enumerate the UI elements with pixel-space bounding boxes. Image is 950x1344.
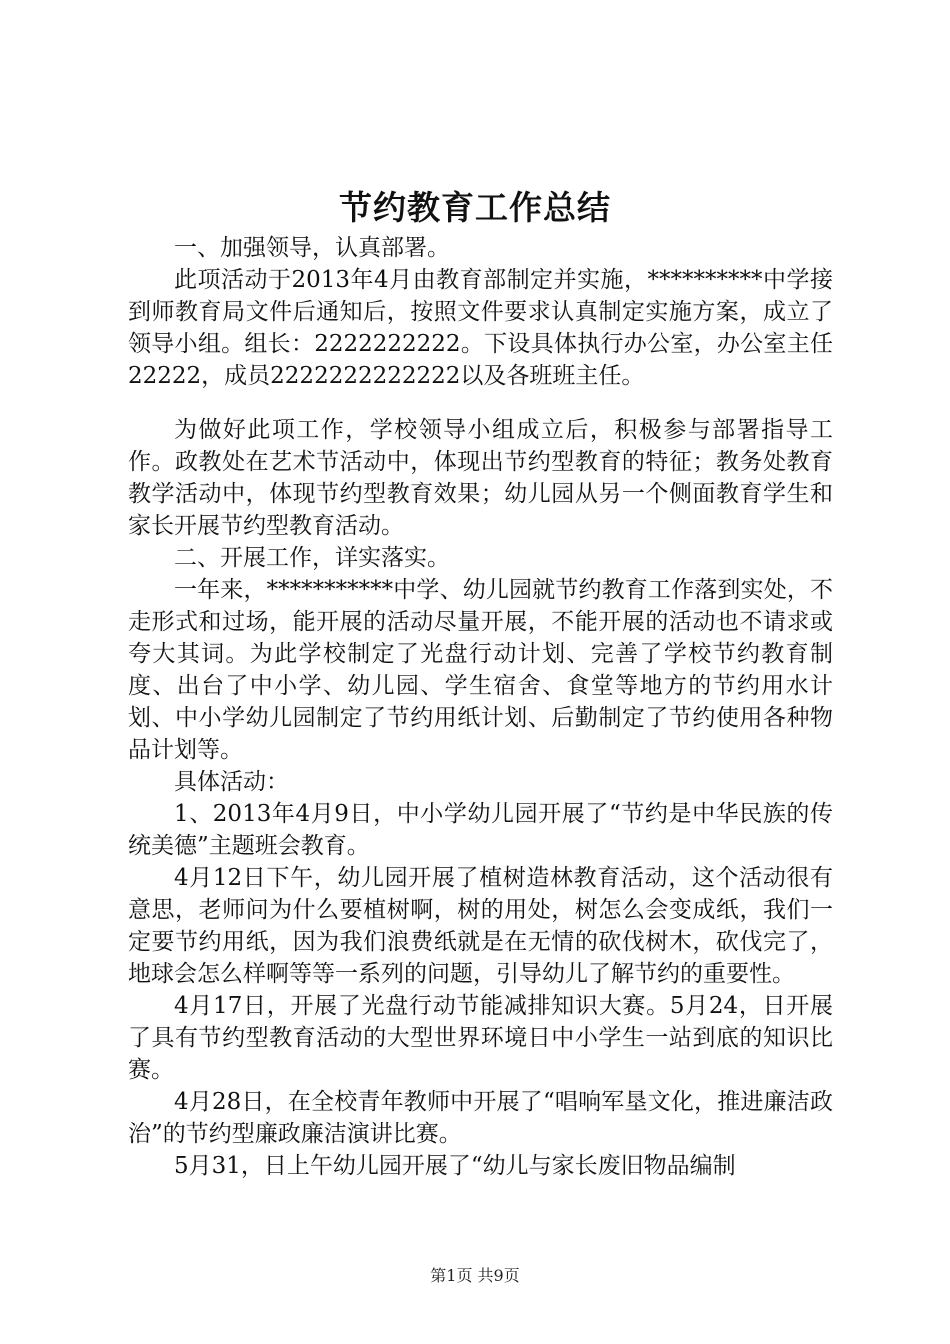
document-body	[128, 232, 833, 1182]
section-heading-2: 二、开展工作，详实落实。	[174, 545, 450, 571]
subheading-activities: 具体活动：	[174, 769, 289, 795]
paragraph-2: 为做好此项工作，学校领导小组成立后，积极参与部署指导工作。政教处在艺术节活动中，体现出节约型教育的特征；教务处教育教学活动中，体现节约型教育效果；幼儿园从另一个侧面教育学生和家长开展节约型教育活动。	[128, 417, 833, 539]
activity-item-4: 4月28日，在全校青年教师中开展了“唱响军垦文化，推进廉洁政治”的节约型廉政廉洁演讲比赛。	[128, 1089, 833, 1147]
section-heading-1: 一、加强领导，认真部署。	[174, 235, 450, 261]
activity-item-2: 4月12日下午，幼儿园开展了植树造林教育活动，这个活动很有意思，老师问为什么要植树啊，树的用处，树怎么会变成纸，我们一定要节约用纸，因为我们浪费纸就是在无情的砍伐树木，砍伐完了，地球会怎么样啊等等一系列的问题，引导幼儿了解节约的重要性。	[128, 865, 833, 987]
page-footer: 第1页 共9页	[430, 1266, 520, 1285]
paragraph-3: 一年来，***********中学、幼儿园就节约教育工作落到实处，不走形式和过场，能开展的活动尽量开展，不能开展的活动也不请求或夸大其词。为此学校制定了光盘行动计划、完善了学校节约教育制度、出台了中小学、幼儿园、学生宿舍、食堂等地方的节约用水计划、中小学幼儿园制定了节约用纸计划、后勤制定了节约使用各种物品计划等。	[128, 577, 833, 763]
document-title: 节约教育工作总结	[339, 188, 611, 227]
activity-item-5: 5月31，日上午幼儿园开展了“幼儿与家长废旧物品编制	[174, 1153, 736, 1179]
activity-item-3: 4月17日，开展了光盘行动节能减排知识大赛。5月24，日开展了具有节约型教育活动的大型世界环境日中小学生一站到底的知识比赛。	[128, 993, 833, 1083]
activity-item-1: 1、2013年4月9日，中小学幼儿园开展了“节约是中华民族的传统美德”主题班会教育。	[128, 801, 833, 859]
paragraph-spacer	[128, 392, 833, 414]
paragraph-1: 此项活动于2013年4月由教育部制定并实施，**********中学接到师教育局文件后通知后，按照文件要求认真制定实施方案，成立了领导小组。组长：2222222222。下设具体执行办公室，办公室主任22222，成员2222222222222以及各班班主任。	[128, 267, 833, 389]
